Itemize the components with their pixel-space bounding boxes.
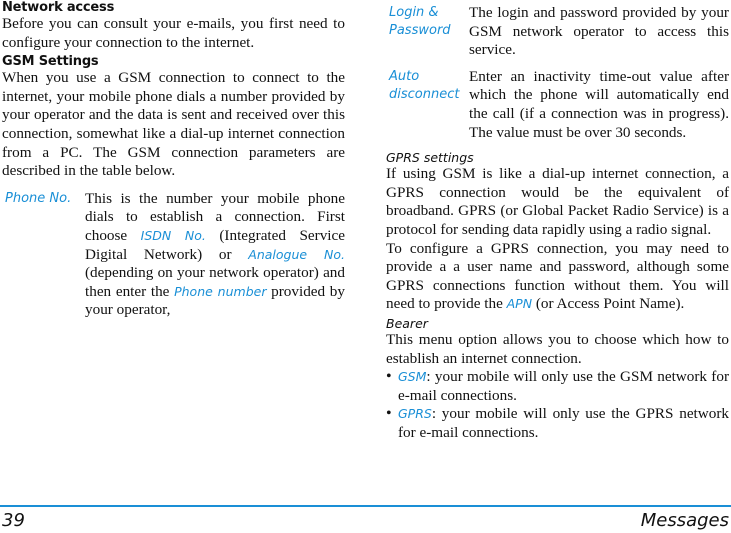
table-row: [2, 190, 345, 320]
apn-term: APN: [506, 296, 533, 312]
bearer-paragraph: This menu option allows you to choose which how to establish an internet connection.: [386, 330, 729, 367]
auto-disconnect-description: Enter an inactivity time-out value after which the phone will automatically end the call (if a connection was in progress). The value must be over 30 seconds.: [469, 67, 729, 141]
right-column: [386, 0, 729, 442]
phone-no-term: Phone No.: [5, 190, 72, 206]
login-password-term: Login & Password: [389, 5, 451, 38]
list-item: • GPRS: your mobile will only use the GPRS network for e-mail connections.: [386, 405, 729, 441]
bearer-heading: Bearer: [386, 315, 428, 331]
footer-divider: [0, 505, 731, 507]
phone-no-description: This is the number your mobile phone dials to establish a connection. First choose ISDN No. (Integrated Service Digital Network) or Analogue No. (depending on your network operator) and then enter the Phone number provided by your operator,: [85, 189, 346, 319]
gsm-parameters-table-continued: [386, 4, 729, 142]
login-password-description: The login and password provided by your GSM network operator to access this service.: [469, 4, 729, 59]
page-number: 39: [2, 510, 25, 531]
network-access-paragraph: Before you can consult your e-mails, you first need to configure your connection to the internet.: [2, 15, 345, 51]
list-item: • GSM: your mobile will only use the GSM network for e-mail connections.: [386, 368, 729, 404]
gprs-paragraph-2: To configure a GPRS connection, you may need to provide a a user name and password, although some GPRS connections function without them. You will need to provide the APN (or Access Point Name).: [386, 239, 729, 313]
table-row: [386, 4, 729, 60]
isdn-option: ISDN No.: [140, 227, 206, 243]
network-access-heading: Network access: [2, 0, 115, 15]
bullet-dot: •: [386, 405, 392, 423]
analogue-option: Analogue No.: [248, 246, 346, 262]
gprs-option: GPRS: [398, 406, 432, 422]
gprs-settings-heading: GPRS settings: [386, 150, 474, 166]
section-title: Messages: [640, 510, 729, 531]
table-row: [386, 60, 729, 142]
phone-number-field-ref: Phone number: [174, 283, 267, 299]
gsm-option: GSM: [398, 369, 427, 385]
gprs-paragraph-1: If using GSM is like a dial-up internet connection, a GPRS connection would be the equivalent of broadband. GPRS (or Global Packet Radio Service) is a protocol for sending data rapidly using a radio signal.: [386, 165, 729, 238]
bullet-dot: •: [386, 368, 392, 386]
left-column: [2, 0, 345, 320]
gsm-parameters-table: [2, 190, 345, 320]
auto-disconnect-term: Auto disconnect: [389, 68, 460, 102]
gsm-settings-paragraph: When you use a GSM connection to connect to the internet, your mobile phone dials a number provided by your operator and the data is sent and received over this connection, somewhat like a dial-up internet connection from a PC. The GSM connection parameters are described in the table below.: [2, 69, 345, 180]
gsm-settings-heading: GSM Settings: [2, 54, 99, 70]
